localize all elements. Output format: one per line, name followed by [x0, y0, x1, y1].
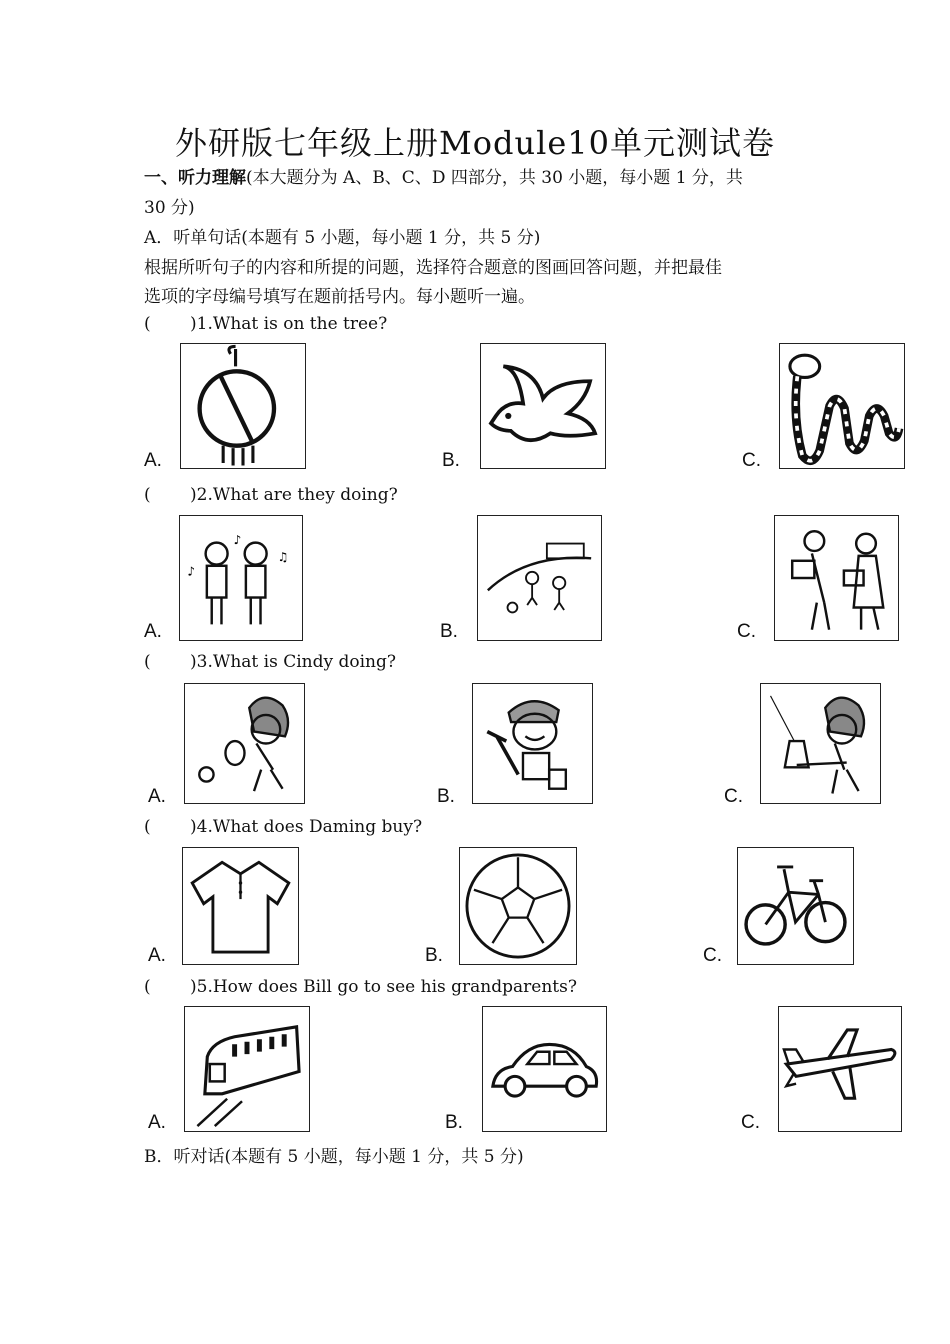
question-5 — [144, 977, 577, 997]
bird-icon — [481, 344, 605, 468]
option-label-c: C. — [737, 621, 756, 642]
partB-heading: B．听对话(本题有 5 小题，每小题 1 分，共 5 分) — [144, 1147, 524, 1167]
children-playing-football-picture[interactable] — [477, 515, 602, 641]
question-3 — [144, 652, 396, 672]
snake-picture[interactable] — [779, 343, 905, 469]
bird-picture[interactable] — [480, 343, 606, 469]
plane-picture[interactable] — [778, 1006, 902, 1132]
question-2 — [144, 485, 398, 505]
page-title: 外研版七年级上册Module10单元测试卷 — [174, 124, 776, 162]
train-icon — [185, 1007, 309, 1131]
lantern-icon — [181, 344, 305, 468]
section1-heading: 一、听力理解 — [144, 168, 246, 188]
option-label-b: B. — [440, 621, 458, 642]
girl-sweeping-icon — [473, 684, 592, 803]
girl-lantern-icon — [761, 684, 880, 803]
answer-blank[interactable]: ( — [144, 817, 151, 837]
partA-instruction-2: 选项的字母编号填写在题前括号内。每小题听一遍。 — [144, 287, 535, 307]
svg-text:♪: ♪ — [187, 564, 196, 579]
football-icon — [460, 848, 576, 964]
option-label-a: A. — [148, 1112, 166, 1133]
bicycle-picture[interactable] — [737, 847, 854, 965]
option-label-c: C. — [742, 450, 761, 471]
option-label-c: C. — [703, 945, 722, 966]
football-game-icon — [478, 516, 601, 640]
question-text: )4.What does Daming buy? — [190, 817, 423, 837]
option-label-b: B. — [442, 450, 460, 471]
option-label-a: A. — [148, 945, 166, 966]
svg-text:♪: ♪ — [233, 532, 242, 547]
section1-desc-cont: 30 分) — [144, 198, 195, 218]
children-carrying-books-picture[interactable] — [774, 515, 899, 641]
train-picture[interactable] — [184, 1006, 310, 1132]
football-picture[interactable] — [459, 847, 577, 965]
t-shirt-picture[interactable] — [182, 847, 299, 965]
option-label-a: A. — [144, 621, 162, 642]
option-label-c: C. — [724, 786, 743, 807]
question-text: )2.What are they doing? — [190, 485, 398, 505]
car-icon — [483, 1007, 606, 1131]
partA-instruction-1: 根据所听句子的内容和所提的问题，选择符合题意的图画回答问题，并把最佳 — [144, 258, 722, 278]
answer-blank[interactable]: ( — [144, 485, 151, 505]
question-1 — [144, 314, 387, 334]
children-singing-picture[interactable] — [179, 515, 303, 641]
bicycle-icon — [738, 848, 853, 964]
question-4 — [144, 817, 422, 837]
answer-blank[interactable]: ( — [144, 977, 151, 997]
option-label-b: B. — [425, 945, 443, 966]
girl-balloon-icon — [185, 684, 304, 803]
option-label-b: B. — [437, 786, 455, 807]
section1-line1 — [144, 166, 743, 190]
car-picture[interactable] — [482, 1006, 607, 1132]
partA-heading: A．听单句话(本题有 5 小题，每小题 1 分，共 5 分) — [144, 228, 541, 248]
question-text: )1.What is on the tree? — [190, 314, 388, 334]
girl-with-balloon-picture[interactable] — [184, 683, 305, 804]
plane-icon — [779, 1007, 901, 1131]
question-text: )3.What is Cindy doing? — [190, 652, 396, 672]
answer-blank[interactable]: ( — [144, 314, 151, 334]
t-shirt-icon — [183, 848, 298, 964]
section1-desc: (本大题分为 A、B、C、D 四部分，共 30 小题，每小题 1 分，共 — [246, 168, 743, 188]
svg-text:♫: ♫ — [277, 549, 289, 564]
children-books-icon — [775, 516, 898, 640]
lantern-picture[interactable] — [180, 343, 306, 469]
question-text: )5.How does Bill go to see his grandparents? — [190, 977, 577, 997]
option-label-a: A. — [148, 786, 166, 807]
snake-icon — [780, 344, 904, 468]
option-label-a: A. — [144, 450, 162, 471]
children-singing-icon — [180, 516, 302, 640]
girl-hanging-lantern-picture[interactable] — [760, 683, 881, 804]
option-label-b: B. — [445, 1112, 463, 1133]
option-label-c: C. — [741, 1112, 760, 1133]
girl-sweeping-picture[interactable] — [472, 683, 593, 804]
answer-blank[interactable]: ( — [144, 652, 151, 672]
